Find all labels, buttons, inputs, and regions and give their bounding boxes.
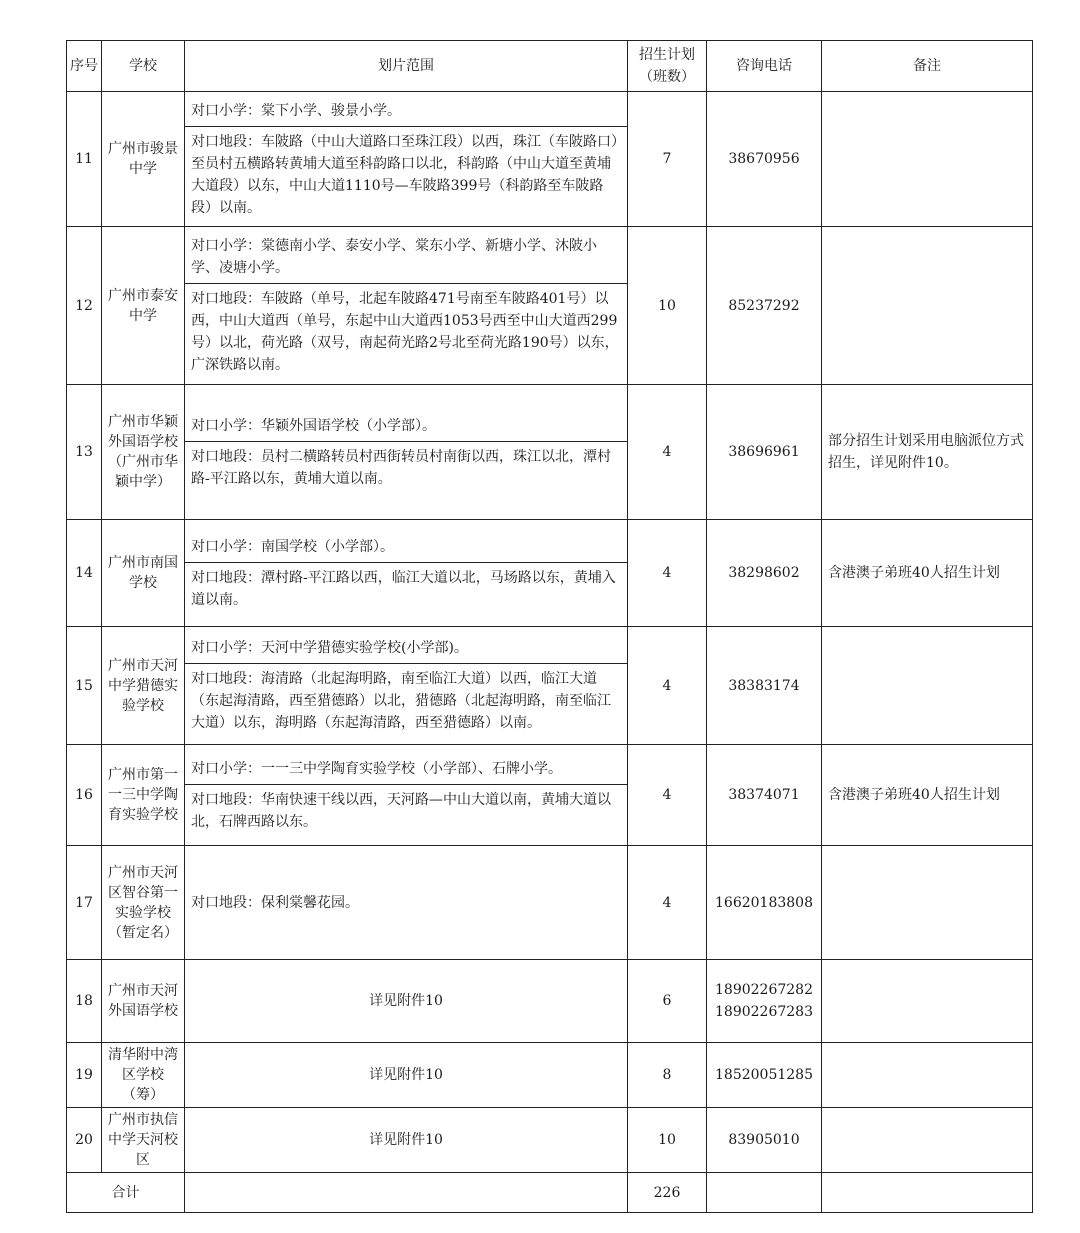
row-note: 含港澳子弟班40人招生计划 xyxy=(822,520,1033,627)
row-note xyxy=(822,627,1033,745)
total-plan: 226 xyxy=(628,1173,707,1213)
row-plan: 4 xyxy=(628,520,707,627)
table-row xyxy=(67,1043,1033,1108)
header-row xyxy=(67,41,1033,92)
row-scope: 详见附件10 xyxy=(185,960,628,1043)
row-phone: 38696961 xyxy=(707,385,822,520)
scope-primary: 对口小学：棠下小学、骏景小学。 xyxy=(191,102,401,119)
row-phone: 38383174 xyxy=(707,627,822,745)
row-seq: 13 xyxy=(67,385,102,520)
row-plan: 4 xyxy=(628,385,707,520)
table-row xyxy=(67,92,1033,227)
total-phone-empty xyxy=(707,1173,822,1213)
table-row xyxy=(67,745,1033,846)
row-scope xyxy=(185,520,628,627)
row-phone: 85237292 xyxy=(707,227,822,385)
header-seq: 序号 xyxy=(67,41,102,92)
table-row xyxy=(67,520,1033,627)
scope-area: 对口地段：华南快速干线以西，天河路—中山大道以南，黄埔大道以北，石牌西路以东。 xyxy=(185,784,627,837)
row-scope xyxy=(185,385,628,520)
header-scope: 划片范围 xyxy=(185,41,628,92)
scope-primary: 对口小学：华颖外国语学校（小学部）。 xyxy=(191,417,436,434)
row-phone: 18520051285 xyxy=(707,1043,822,1108)
row-phone: 38298602 xyxy=(707,520,822,627)
scope-area: 对口地段：海清路（北起海明路，南至临江大道）以西，临江大道（东起海清路，西至猎德路）以北，猎德路（北起海明路，南至临江大道）以东，海明路（东起海清路，西至猎德路）以南。 xyxy=(185,664,627,739)
row-plan: 4 xyxy=(628,745,707,846)
row-seq: 12 xyxy=(67,227,102,385)
row-note xyxy=(822,1108,1033,1173)
scope-primary: 对口小学：棠德南小学、泰安小学、棠东小学、新塘小学、沐陂小学、凌塘小学。 xyxy=(191,238,597,276)
row-plan: 4 xyxy=(628,627,707,745)
phone-line-2: 18902267283 xyxy=(715,1004,813,1020)
row-seq: 18 xyxy=(67,960,102,1043)
scope-area: 对口地段：车陂路（中山大道路口至珠江段）以西，珠江（车陂路口）至员村五横路转黄埔大道至科韵路口以北，科韵路（中山大道至黄埔大道段）以东，中山大道1110号—车陂路399号（科韵路至车陂路段）以南。 xyxy=(185,126,627,223)
row-school: 广州市执信中学天河校区 xyxy=(102,1108,185,1173)
row-scope xyxy=(185,92,628,227)
scope-primary: 对口小学：天河中学猎德实验学校(小学部)。 xyxy=(191,640,468,656)
row-scope xyxy=(185,227,628,385)
row-seq: 14 xyxy=(67,520,102,627)
header-school: 学校 xyxy=(102,41,185,92)
row-scope: 详见附件10 xyxy=(185,1108,628,1173)
row-school: 广州市天河中学猎德实验学校 xyxy=(102,627,185,745)
scope-primary: 对口小学：一一三中学陶育实验学校（小学部）、石牌小学。 xyxy=(191,760,562,777)
row-note xyxy=(822,846,1033,960)
row-scope: 详见附件10 xyxy=(185,1043,628,1108)
table-row xyxy=(67,1108,1033,1173)
scope-area: 对口地段：员村二横路转员村西街转员村南街以西，珠江以北，潭村路-平江路以东，黄埔大道以南。 xyxy=(185,441,627,494)
table-row xyxy=(67,385,1033,520)
row-seq: 11 xyxy=(67,92,102,227)
header-plan: 招生计划（班数） xyxy=(628,41,707,92)
row-school: 广州市骏景中学 xyxy=(102,92,185,227)
row-phone xyxy=(707,960,822,1043)
row-school: 清华附中湾区学校（筹） xyxy=(102,1043,185,1108)
row-school: 广州市第一一三中学陶育实验学校 xyxy=(102,745,185,846)
row-note xyxy=(822,227,1033,385)
row-plan: 10 xyxy=(628,1108,707,1173)
row-note xyxy=(822,92,1033,227)
row-scope xyxy=(185,627,628,745)
row-seq: 19 xyxy=(67,1043,102,1108)
scope-area: 对口地段：保利棠馨花园。 xyxy=(185,846,628,960)
row-phone: 16620183808 xyxy=(707,846,822,960)
row-plan: 6 xyxy=(628,960,707,1043)
phone-line-1: 18902267282 xyxy=(715,982,813,998)
row-phone: 83905010 xyxy=(707,1108,822,1173)
row-seq: 20 xyxy=(67,1108,102,1173)
total-note-empty xyxy=(822,1173,1033,1213)
row-scope xyxy=(185,745,628,846)
row-school: 广州市南国学校 xyxy=(102,520,185,627)
total-row xyxy=(67,1173,1033,1213)
row-phone: 38670956 xyxy=(707,92,822,227)
row-plan: 10 xyxy=(628,227,707,385)
enrollment-table xyxy=(66,40,1033,1213)
row-plan: 7 xyxy=(628,92,707,227)
row-seq: 17 xyxy=(67,846,102,960)
row-school: 广州市天河区智谷第一实验学校（暂定名） xyxy=(102,846,185,960)
scope-area: 对口地段：潭村路-平江路以西，临江大道以北，马场路以东，黄埔入道以南。 xyxy=(185,562,627,615)
document-page xyxy=(66,40,1032,1213)
row-note xyxy=(822,1043,1033,1108)
row-note xyxy=(822,960,1033,1043)
row-school: 广州市华颖外国语学校（广州市华颖中学） xyxy=(102,385,185,520)
table-row xyxy=(67,846,1033,960)
table-row xyxy=(67,627,1033,745)
row-note: 含港澳子弟班40人招生计划 xyxy=(822,745,1033,846)
header-phone: 咨询电话 xyxy=(707,41,822,92)
row-school: 广州市泰安中学 xyxy=(102,227,185,385)
table-row xyxy=(67,227,1033,385)
row-plan: 8 xyxy=(628,1043,707,1108)
total-scope-empty xyxy=(185,1173,628,1213)
row-phone: 38374071 xyxy=(707,745,822,846)
row-plan: 4 xyxy=(628,846,707,960)
header-note: 备注 xyxy=(822,41,1033,92)
row-seq: 15 xyxy=(67,627,102,745)
scope-primary: 对口小学：南国学校（小学部）。 xyxy=(191,538,394,555)
scope-area: 对口地段：车陂路（单号，北起车陂路471号南至车陂路401号）以西，中山大道西（单号，东起中山大道西1053号西至中山大道西299号）以北，荷光路（双号，南起荷光路2号北至荷光路190号）以东，广深铁路以南。 xyxy=(185,284,627,381)
row-note: 部分招生计划采用电脑派位方式招生，详见附件10。 xyxy=(822,385,1033,520)
total-label: 合计 xyxy=(67,1173,185,1213)
table-row xyxy=(67,960,1033,1043)
row-seq: 16 xyxy=(67,745,102,846)
row-school: 广州市天河外国语学校 xyxy=(102,960,185,1043)
